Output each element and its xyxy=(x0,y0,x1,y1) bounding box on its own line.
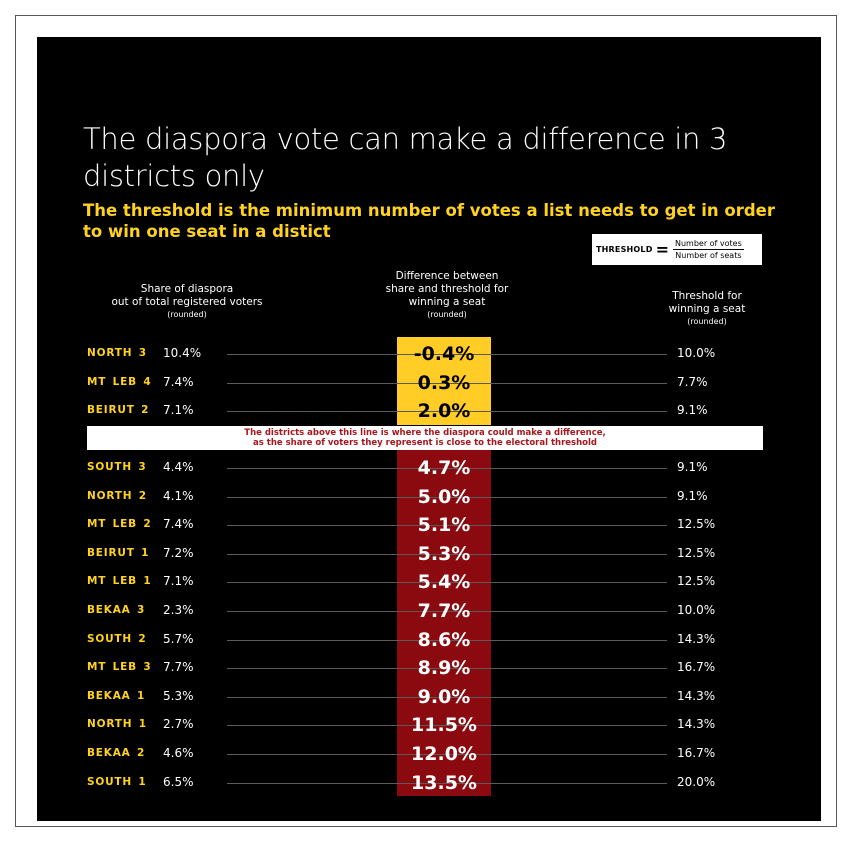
threshold-value: 14.3% xyxy=(677,688,716,703)
share-value: 4.6% xyxy=(163,746,194,760)
threshold-value: 9.1% xyxy=(677,460,708,474)
share-value: 7.2% xyxy=(163,545,194,560)
district-label: BEIRUT 1 xyxy=(87,546,150,559)
column-header-share-line2: out of total registered voters xyxy=(111,296,263,308)
share-value: 4.1% xyxy=(163,488,194,503)
threshold-value: 14.3% xyxy=(677,631,716,646)
column-header-threshold xyxy=(637,290,777,328)
district-label: MT LEB 4 xyxy=(87,375,152,388)
threshold-value: 12.5% xyxy=(677,517,716,532)
table-row xyxy=(37,654,821,682)
share-value: 4.4% xyxy=(163,460,194,474)
table-row xyxy=(37,626,821,654)
share-value: 7.4% xyxy=(163,517,194,532)
table-row xyxy=(37,340,821,368)
table-row xyxy=(37,511,821,539)
share-value: 7.4% xyxy=(163,374,194,389)
difference-value: 9.0% xyxy=(417,685,471,708)
divider-note-line1: The districts above this line is where the diaspora could make a difference, xyxy=(244,428,606,438)
threshold-value: 10.0% xyxy=(677,346,716,360)
divider-note-line2: as the share of voters they represent is close to the electoral threshold xyxy=(253,438,597,448)
district-label: SOUTH 3 xyxy=(87,461,147,473)
difference-value: 5.0% xyxy=(417,485,471,508)
column-header-difference xyxy=(357,270,537,321)
table-row xyxy=(37,454,821,482)
formula-numerator: Number of votes xyxy=(674,239,742,248)
district-label: SOUTH 1 xyxy=(87,775,147,788)
difference-value: 8.9% xyxy=(417,657,471,680)
share-value: 5.7% xyxy=(163,631,194,646)
difference-value: 7.7% xyxy=(417,600,471,622)
threshold-formula xyxy=(592,234,762,265)
column-header-share xyxy=(77,283,297,321)
column-header-threshold-line2: winning a seat xyxy=(668,303,746,315)
threshold-value: 9.1% xyxy=(677,488,708,503)
table-row xyxy=(37,711,821,739)
share-value: 10.4% xyxy=(163,346,202,360)
share-value: 6.5% xyxy=(163,774,194,789)
table-row xyxy=(37,540,821,568)
threshold-value: 20.0% xyxy=(677,774,716,789)
district-label: BEKAA 3 xyxy=(87,604,146,616)
column-header-threshold-line1: Threshold for xyxy=(672,290,742,302)
threshold-value: 12.5% xyxy=(677,574,716,589)
district-label: SOUTH 2 xyxy=(87,632,147,645)
formula-equals: = xyxy=(655,240,669,259)
difference-value: 5.1% xyxy=(417,514,471,537)
difference-value: 5.3% xyxy=(417,542,471,565)
column-header-share-line1: Share of diaspora xyxy=(140,283,234,295)
threshold-value: 16.7% xyxy=(677,746,716,760)
district-label: BEIRUT 2 xyxy=(87,404,150,417)
table-row xyxy=(37,397,821,425)
infographic-panel xyxy=(37,37,821,821)
district-label: MT LEB 2 xyxy=(87,518,152,531)
column-header-difference-line2: share and threshold for xyxy=(385,283,509,295)
table-row xyxy=(37,568,821,596)
share-value: 7.1% xyxy=(163,574,194,589)
difference-value: 12.0% xyxy=(411,743,477,765)
share-value: 7.7% xyxy=(163,660,194,675)
difference-value: 11.5% xyxy=(411,714,477,737)
column-header-difference-line1: Difference between xyxy=(395,270,499,282)
threshold-value: 7.7% xyxy=(677,374,708,389)
share-value: 5.3% xyxy=(163,688,194,703)
difference-value: -0.4% xyxy=(413,343,475,365)
difference-value: 13.5% xyxy=(411,771,477,794)
column-header-share-note: (rounded) xyxy=(167,310,207,319)
divider-note xyxy=(87,426,763,450)
share-value: 7.1% xyxy=(163,403,194,418)
district-label: NORTH 3 xyxy=(87,347,147,359)
table-row xyxy=(37,369,821,397)
column-header-threshold-note: (rounded) xyxy=(687,317,727,326)
district-label: MT LEB 1 xyxy=(87,575,152,588)
difference-value: 0.3% xyxy=(417,371,471,394)
threshold-value: 16.7% xyxy=(677,660,716,675)
difference-value: 4.7% xyxy=(417,457,471,479)
share-value: 2.7% xyxy=(163,717,194,732)
difference-value: 5.4% xyxy=(417,571,471,594)
district-label: NORTH 1 xyxy=(87,718,147,731)
table-row xyxy=(37,483,821,511)
difference-value: 8.6% xyxy=(417,628,471,651)
table-row xyxy=(37,683,821,711)
column-header-difference-line3: winning a seat xyxy=(408,296,486,308)
table-row xyxy=(37,597,821,625)
threshold-value: 9.1% xyxy=(677,403,708,418)
formula-denominator: Number of seats xyxy=(675,251,742,260)
threshold-value: 14.3% xyxy=(677,717,716,732)
subtitle: The threshold is the minimum number of votes a list needs to get in order to win one seat in a distict xyxy=(83,201,776,241)
threshold-value: 10.0% xyxy=(677,603,716,617)
district-label: BEKAA 2 xyxy=(87,747,146,759)
threshold-value: 12.5% xyxy=(677,545,716,560)
formula-label: THRESHOLD xyxy=(596,245,653,254)
table-row xyxy=(37,769,821,797)
column-header-difference-note: (rounded) xyxy=(427,310,467,319)
page-title: The diaspora vote can make a difference in 3 districts only xyxy=(83,122,728,193)
difference-value: 2.0% xyxy=(417,400,471,423)
share-value: 2.3% xyxy=(163,603,194,617)
district-label: MT LEB 3 xyxy=(87,661,152,674)
formula-fraction xyxy=(673,239,744,260)
table-row xyxy=(37,740,821,768)
district-label: NORTH 2 xyxy=(87,489,147,502)
district-label: BEKAA 1 xyxy=(87,689,146,702)
